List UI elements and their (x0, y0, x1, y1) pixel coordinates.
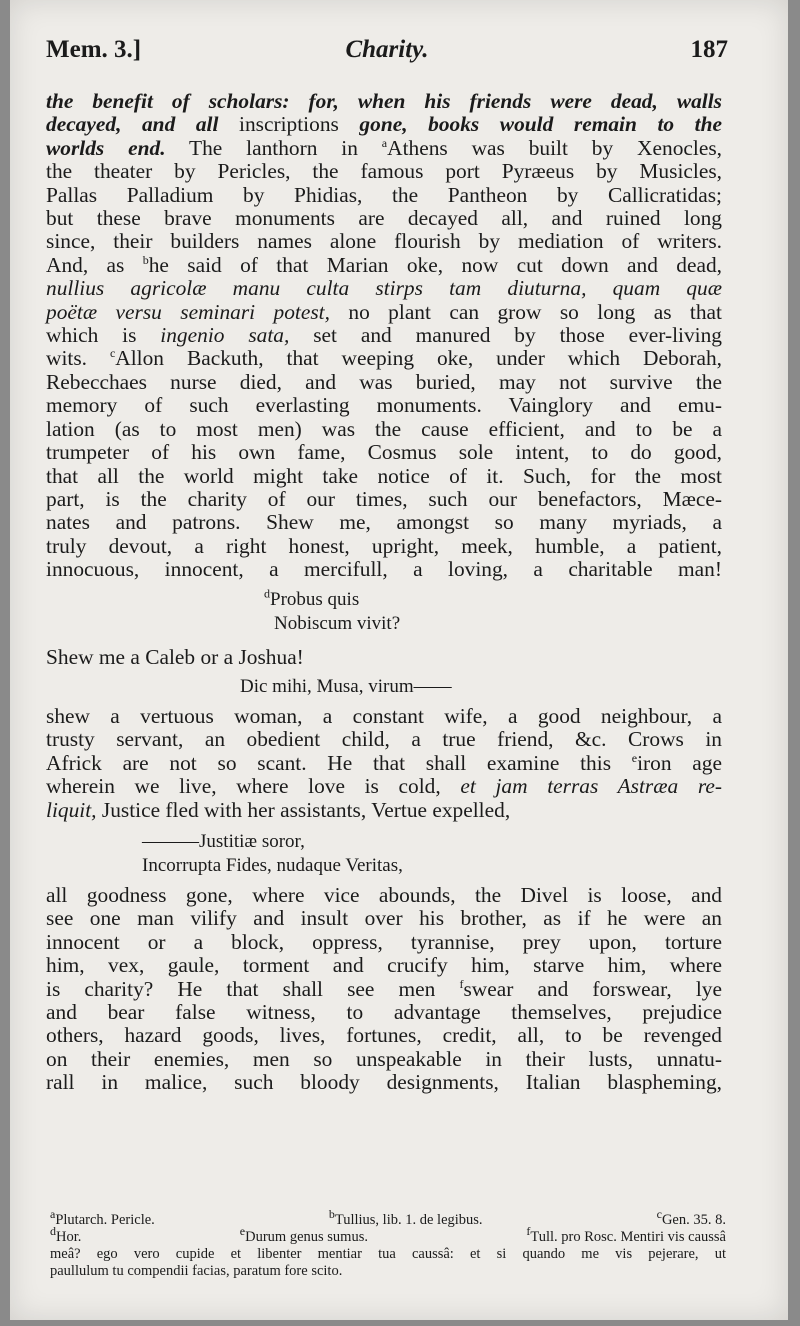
text-line: part, is the charity of our times, such our benefactors, Mæce- (46, 486, 722, 511)
text-line: wherein we live, where love is cold, et jam terras Astræa re- (46, 774, 723, 799)
footnotes (50, 1207, 726, 1280)
footnote-continuation: paullulum tu compendii facias, paratum fore scito. (50, 1263, 343, 1279)
text-line: decayed, and all inscriptions gone, books would remain to the (46, 112, 723, 137)
text-line: him, vex, gaule, torment and crucify him, starve him, where (46, 953, 722, 978)
text-line: the theater by Pericles, the famous port Pyræeus by Musicles, (46, 159, 722, 184)
footnote-c: $^c$Gen. 35. 8. (656, 1207, 726, 1228)
text-line: Shew me a Caleb or a Joshua! (46, 644, 304, 669)
text-line: wits. $^c$Allon Backuth, that weeping oke, under which Deborah, (46, 346, 722, 371)
footnote-e: $^e$Durum genus sumus. (239, 1224, 368, 1245)
footnote-a: $^a$Plutarch. Pericle. (50, 1207, 155, 1228)
text-line: truly devout, a right honest, upright, meek, humble, a patient, (46, 533, 722, 558)
text-line: trumpeter of his own fame, Cosmus sole intent, to do good, (46, 440, 722, 465)
footnote-b: $^b$Tullius, lib. 1. de legibus. (328, 1207, 483, 1228)
text-line: trusty servant, an obedient child, a true friend, &c. Crows in (46, 727, 722, 752)
footnote-mark: f (459, 976, 464, 991)
footnote-f: $^f$Tull. pro Rosc. Mentiri vis caussâ (526, 1224, 726, 1245)
footnote-row (50, 1224, 726, 1246)
text-line: rall in malice, such bloody designments, Italian blaspheming, (46, 1070, 722, 1095)
footnote-mark: a (381, 135, 388, 150)
text-line: nullius agricolæ manu culta stirps tam diuturna, quam quæ (46, 276, 722, 301)
verse-quote: Nobiscum vivit? (274, 612, 401, 634)
book-page (10, 0, 788, 1320)
text-line: worlds end. The lanthorn in $^a$Athens was built by Xenocles, (46, 135, 722, 160)
text-line: Rebecchaes nurse died, and was buried, may not survive the (46, 369, 722, 394)
text-line: Africk are not so scant. He that shall examine this $^e$iron age (46, 750, 722, 775)
text-line: shew a vertuous woman, a constant wife, a good neighbour, a (46, 703, 722, 728)
footnote-row (50, 1207, 726, 1229)
text-line: memory of such everlasting monuments. Vainglory and emu- (46, 393, 722, 418)
verse-quote: $^d$Probus quis (264, 586, 360, 610)
text-line: the benefit of scholars: for, when his friends were dead, walls (46, 89, 722, 113)
running-header (46, 36, 728, 66)
text-line: And, as $^b$he said of that Marian oke, now cut down and dead, (46, 252, 722, 277)
footnote-mark: d (264, 586, 270, 601)
text-line: liquit, Justice fled with her assistants, Vertue expelled, (46, 797, 511, 822)
text-line: poëtæ versu seminari potest, no plant can grow so long as that (46, 299, 722, 324)
text-line: and bear false witness, to advantage themselves, prejudice (46, 1000, 722, 1024)
page-number: 187 (690, 36, 728, 63)
text-line: on their enemies, men so unspeakable in their lusts, unnatu- (46, 1046, 722, 1071)
footnote-d: $^d$Hor. (50, 1224, 82, 1245)
text-line: lation (as to most men) was the cause efficient, and to be a (46, 416, 722, 441)
text-line: all goodness gone, where vice abounds, the Divel is loose, and (46, 882, 722, 907)
text-line: Pallas Palladium by Phidias, the Pantheon by Callicratidas; (46, 182, 722, 207)
verse-quote: Incorrupta Fides, nudaque Veritas, (142, 854, 403, 876)
text-line: innocent or a block, oppress, tyrannise, prey upon, torture (46, 929, 722, 954)
text-line: innocuous, innocent, a mercifull, a loving, a charitable man! (46, 557, 722, 582)
main-text (46, 90, 722, 1095)
footnote-mark: c (109, 346, 116, 361)
footnote-mark: b (142, 252, 149, 267)
text-line: nates and patrons. Shew me, amongst so many myriads, a (46, 510, 722, 535)
footnote-mark: e (631, 750, 638, 765)
text-line: which is ingenio sata, set and manured by those ever-living (46, 323, 723, 348)
text-line: since, their builders names alone flourish by mediation of writers. (46, 229, 722, 254)
text-line: see one man vilify and insult over his brother, as if he were an (46, 906, 722, 931)
text-line: others, hazard goods, lives, fortunes, credit, all, to be revenged (46, 1023, 722, 1048)
text-line: but these brave monuments are decayed all, and ruined long (46, 206, 722, 231)
verse-quote: ———Justitiæ soror, (142, 830, 305, 852)
section-reference: Mem. 3.] (46, 36, 142, 63)
text-line: that all the world might take notice of it. Such, for the most (46, 463, 722, 488)
footnote-continuation: meâ? ego vero cupide et libenter mentiar tua caussâ: et si quando me vis pejerare, ut (50, 1246, 726, 1262)
running-title: Charity. (345, 36, 429, 63)
verse-quote: Dic mihi, Musa, virum—— (240, 675, 452, 697)
text-line: is charity? He that shall see men $^f$swear and forswear, lye (46, 976, 722, 1001)
